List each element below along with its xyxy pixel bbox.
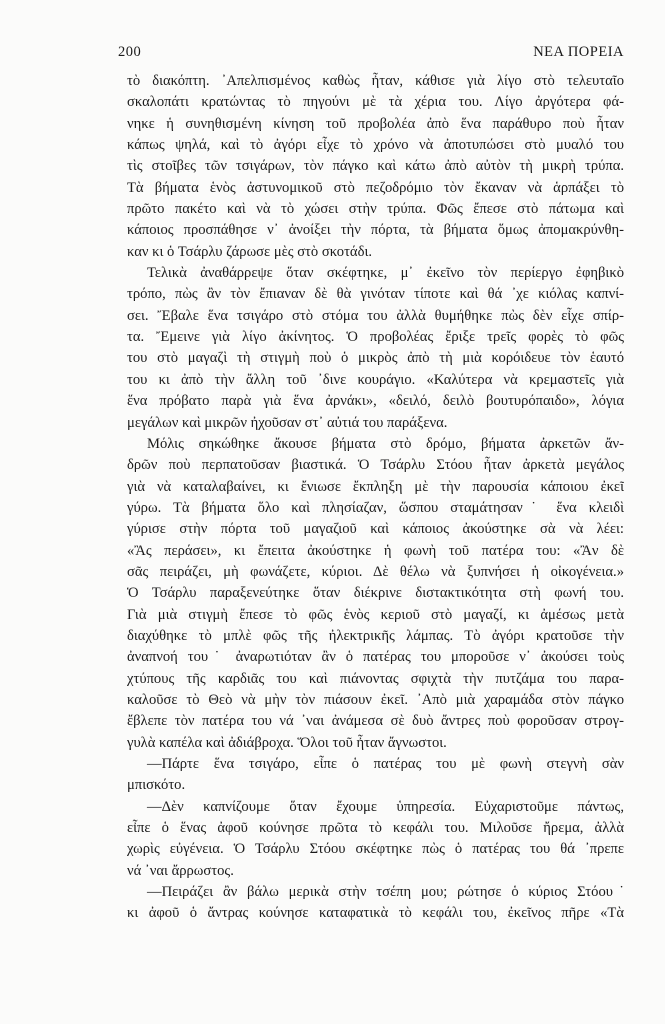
text-line: ἔβλεπε τὸν πατέρα του νά ᾿ναι ἀνάμεσα σὲ δυὸ ἄντρες ποὺ φοροῦσαν στρογ- (127, 713, 624, 730)
text-line: του στὸ μαγαζὶ τὴ στιγμὴ ποὺ ὁ μικρὸς ἀπὸ τὴ μιὰ κορόιδευε τὸν ἑαυτό (127, 350, 624, 367)
text-line: Γιὰ μιὰ στιγμὴ ἔπεσε τὸ φῶς ἑνὸς κεριοῦ στὸ μαγαζί, κι ἀμέσως μετὰ (127, 606, 624, 623)
text-line: πρῶτο πακέτο καὶ νὰ τὸ χώσει στὴν τρύπα. Φῶς ἔπεσε στὸ πάτωμα καὶ (127, 201, 624, 218)
text-line: —Δὲν καπνίζουμε ὅταν ἔχουμε ὑπηρεσία. Εὐχαριστοῦμε πάντως, (147, 798, 624, 815)
text-line: τὶς στοῖβες τῶν τσιγάρων, τὸν πάγκο καὶ κάτω ἀπὸ αὐτὸν τὴ μικρὴ τρύπα. (127, 158, 624, 175)
text-line: γύρω. Τὰ βήματα ὅλο καὶ πλησίαζαν, ὥσπου σταμάτησαν˙ ἕνα κλειδὶ (127, 499, 624, 516)
body-text (127, 71, 624, 925)
text-line: Ὁ Τσάρλυ παραξενεύτηκε ὅταν διέκρινε διστακτικότητα στὴ φωνή του. (127, 585, 624, 602)
text-line: σει. Ἔβαλε ἕνα τσιγάρο στὸ στόμα του ἀλλὰ θυμήθηκε πὼς δὲν εἶχε σπίρ- (127, 307, 624, 324)
text-line: γυλὰ καπέλα καὶ ἀδιάβροχα. Ὅλοι τοῦ ἦταν ἄγνωστοι. (127, 734, 447, 751)
text-line: καν κι ὁ Τσάρλυ ζάρωσε μὲς στὸ σκοτάδι. (127, 243, 373, 260)
text-line: νηκε ἡ συνηθισμένη κίνηση τοῦ προβολέα ἀπὸ ἕνα παράθυρο ποὺ ἦταν (127, 115, 624, 132)
text-line: κι ἀφοῦ ὁ ἄντρας κούνησε καταφατικὰ τὸ κεφάλι του, ἐκεῖνος πῆρε «Τὰ (127, 905, 624, 922)
text-line: νά ᾿ναι ἄρρωστος. (127, 862, 234, 879)
page-number: 200 (118, 44, 142, 60)
text-line: σᾶς πειράζει, μὴ φωνάζετε, κύριοι. Δὲ θέλω νὰ ξυπνήσει ἡ οἰκογένεια.» (127, 563, 624, 580)
text-line: ἀναπνοή του˙ ἀναρωτιόταν ἂν ὁ πατέρας του μποροῦσε ν᾿ ἀκούσει τοὺς (127, 649, 624, 666)
text-line: Μόλις σηκώθηκε ἄκουσε βήματα στὸ δρόμο, βήματα ἀρκετῶν ἄν- (147, 435, 624, 452)
text-line: κάποιος προσπάθησε ν᾿ ἀνοίξει τὴν πόρτα, τὰ βήματα ὅμως ἀπομακρύνθη- (127, 222, 624, 239)
text-line: χωρὶς εὐγένεια. Ὁ Τσάρλυ Στόου σκέφτηκε πὼς ὁ πατέρας του θά ᾿πρεπε (127, 841, 624, 858)
text-line: γιὰ νὰ καταλαβαίνει, κι ἔνιωσε ἔκπληξη μὲ τὴν παρουσία κάποιου ἐκεῖ (127, 478, 624, 495)
text-line: τα. Ἔμεινε γιὰ λίγο ἀκίνητος. Ὁ προβολέας ἔριξε τρεῖς φορὲς τὸ φῶς (127, 329, 624, 346)
text-line: του κι ἀπὸ τὴν ἄλλη τοῦ ᾿δινε κουράγιο. «Καλύτερα νὰ κρεμαστεῖς γιὰ (127, 371, 624, 388)
running-header (118, 44, 624, 64)
text-line: δρῶν ποὺ περπατοῦσαν βιαστικά. Ὁ Τσάρλυ Στόου ἦταν ἀρκετὰ μεγάλος (127, 457, 624, 474)
text-line: μπισκότο. (127, 777, 186, 794)
text-line: τρόπο, πὼς ἂν τὸν ἔπιαναν δὲ θὰ γινόταν τίποτε καὶ θά ᾿χε κιόλας καπνί- (127, 286, 624, 303)
text-line: «Ἂς περάσει», κι ἔπειτα ἀκούστηκε ἡ φωνὴ τοῦ πατέρα του: «Ἂν δὲ (127, 542, 624, 559)
text-line: Τὰ βήματα ἑνὸς ἀστυνομικοῦ στὸ πεζοδρόμιο τὸν ἔκαναν νὰ ἁρπάξει τὸ (127, 179, 624, 196)
text-line: —Πάρτε ἕνα τσιγάρο, εἶπε ὁ πατέρας του μὲ φωνὴ στεγνὴ σὰν (147, 756, 624, 772)
journal-title: ΝΕΑ ΠΟΡΕΙΑ (533, 44, 624, 60)
text-line: ἕνα πρόβατο παρὰ γιὰ ἕνα ἀρνάκι», «δειλό, δειλὸ βουτυρόπαιδο», λόγια (127, 393, 624, 410)
text-line: Τελικὰ ἀναθάρρεψε ὅταν σκέφτηκε, μ᾿ ἐκεῖνο τὸν περίεργο ἐφηβικὸ (147, 265, 624, 282)
text-line: καλοῦσε τὸ Θεὸ νὰ μὴν τὸν πιάσουν ἐκεῖ. ᾿Απὸ μιὰ χαραμάδα στὸν πάγκο (127, 691, 624, 708)
text-line: διαχύθηκε τὸ μπλὲ φῶς τῆς ἠλεκτρικῆς λάμπας. Τὸ ἀγόρι κρατοῦσε τὴν (127, 627, 624, 644)
text-line: χτύπους τῆς καρδιᾶς του καὶ πιάνοντας σφιχτὰ τὴν πυτζάμα του παρα- (127, 670, 624, 687)
text-line: —Πειράζει ἂν βάλω μερικὰ στὴν τσέπη μου; ρώτησε ὁ κύριος Στόου˙ (147, 884, 624, 901)
text-line: εἶπε ὁ ἕνας ἀφοῦ κούνησε πρῶτα τὸ κεφάλι του. Μιλοῦσε ἤρεμα, ἀλλὰ (127, 820, 624, 837)
text-line: σκαλοπάτι κρατώντας τὸ πηγούνι μὲ τὰ χέρια του. Λίγο ἀργότερα φά- (127, 94, 624, 111)
text-line: μεγάλων καὶ μικρῶν ἠχοῦσαν στ᾿ αὐτιά του παράξενα. (127, 414, 448, 431)
text-line: τὸ διακόπτη. ᾿Απελπισμένος καθὼς ἦταν, κάθισε γιὰ λίγο στὸ τελευταῖο (127, 73, 624, 89)
text-line: γύρισε στὴν πόρτα τοῦ μαγαζιοῦ καὶ κάποιος ἀκούστηκε σὰ νὰ λέει: (127, 521, 624, 538)
text-line: κάπως ψηλά, καὶ τὸ ἀγόρι εἶχε τὸ χρόνο νὰ ἀποτυπώσει στὸ μυαλό του (127, 137, 624, 154)
